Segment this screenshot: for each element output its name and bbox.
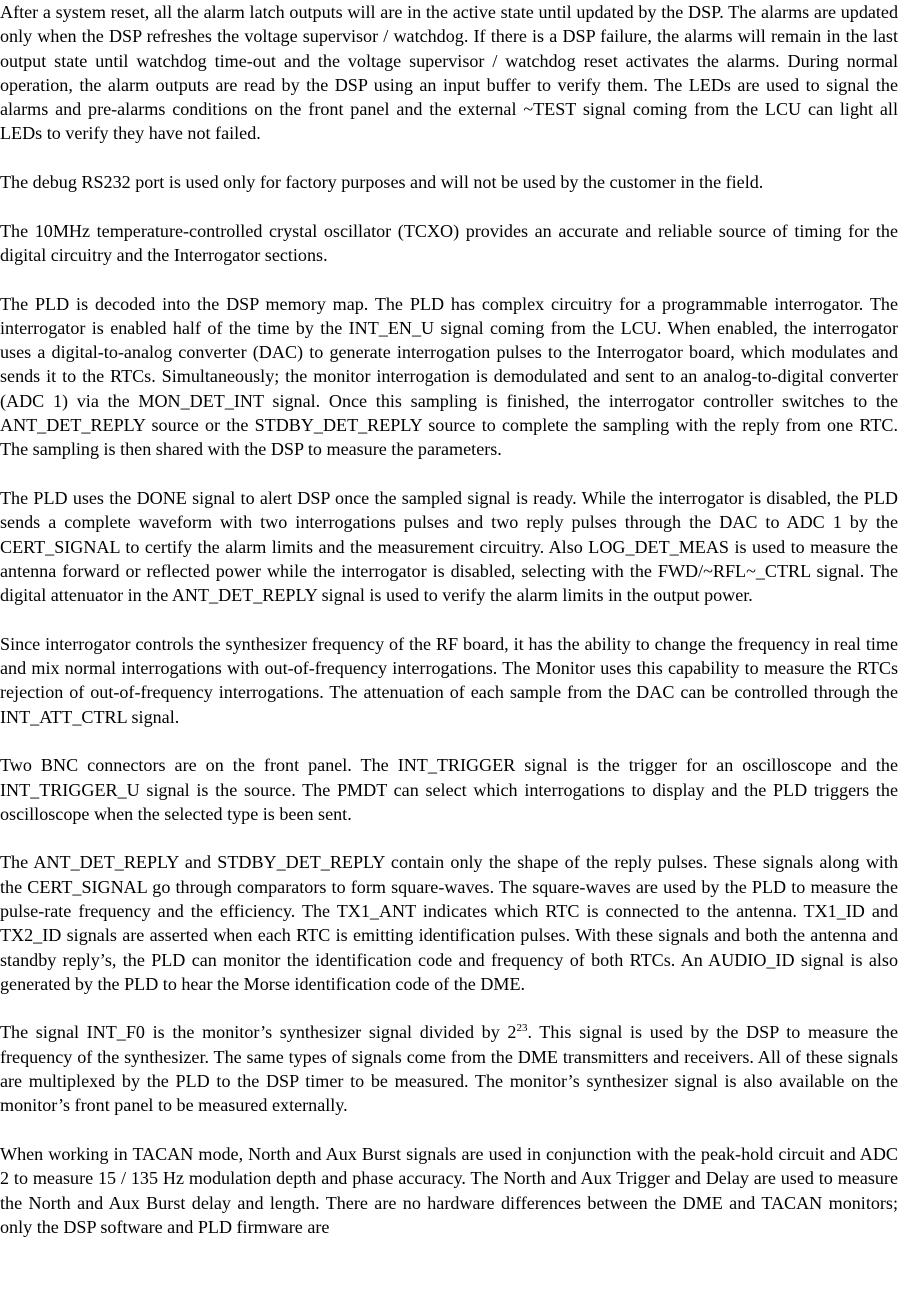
paragraph-pld-interrogator: The PLD is decoded into the DSP memory map. The PLD has complex circuitry for a programmable interrogator. The interrogator is enabled half of the time by the INT_EN_U signal coming from the LCU. When enabled, the interrogator uses a digital-to-analog converter (DAC) to generate interrogation pulses to the Interrogator board, which modulates and sends it to the RTCs. Simultaneously; the monitor interrogation is demodulated and sent to an analog-to-digital converter (ADC 1) via the MON_DET_INT signal. Once this sampling is finished, the interrogator controller switches to the ANT_DET_REPLY source or the STDBY_DET_REPLY source to complete the sampling with the reply from one RTC. The sampling is then shared with the DSP to measure the parameters. [0, 293, 898, 460]
paragraph-tcxo-oscillator: The 10MHz temperature-controlled crystal oscillator (TCXO) provides an accurate and reliable source of timing for the digital circuitry and the Interrogator sections. [0, 220, 898, 265]
paragraph-reply-pulses: The ANT_DET_REPLY and STDBY_DET_REPLY contain only the shape of the reply pulses. These signals along with the CERT_SIGNAL go through comparators to form square-waves. The square-waves are used by the PLD to measure the pulse-rate frequency and the efficiency. The TX1_ANT indicates which RTC is connected to the antenna. TX1_ID and TX2_ID signals are asserted when each RTC is emitting identification pulses. With these signals and both the antenna and standby reply’s, the PLD can monitor the identification code and frequency of both RTCs. An AUDIO_ID signal is also generated by the PLD to hear the Morse identification code of the DME. [0, 852, 898, 994]
paragraph-done-signal: The PLD uses the DONE signal to alert DSP once the sampled signal is ready. While the interrogator is disabled, the PLD sends a complete waveform with two interrogations pulses and two reply pulses through the DAC to ADC 1 by the CERT_SIGNAL to certify the alarm limits and the measurement circuitry. Also LOG_DET_MEAS is used to measure the antenna forward or reflected power while the interrogator is disabled, selecting with the FWD/~RFL~_CTRL signal. The digital attenuator in the ANT_DET_REPLY signal is used to verify the alarm limits in the output power. [0, 487, 898, 606]
paragraph-debug-rs232-port: The debug RS232 port is used only for factory purposes and will not be used by the customer in the field. [0, 172, 764, 193]
paragraph-bnc-connectors: Two BNC connectors are on the front panel. The INT_TRIGGER signal is the trigger for an oscilloscope and the INT_TRIGGER_U signal is the source. The PMDT can select which interrogations to display and the PLD triggers the oscilloscope when the selected type is been sent. [0, 755, 898, 824]
paragraph-alarm-latch-outputs: After a system reset, all the alarm latch outputs will are in the active state until updated by the DSP. The alarms are updated only when the DSP refreshes the voltage supervisor / watchdog. If there is a DSP failure, the alarms will remain in the last output state until watchdog time-out and the voltage supervisor / watchdog reset activates the alarms. During normal operation, the alarm outputs are read by the DSP using an input buffer to verify them. The LEDs are used to signal the alarms and pre-alarms conditions on the front panel and the external ~TEST signal coming from the LCU can light all LEDs to verify they have not failed. [0, 2, 898, 144]
paragraph-int-f0-signal [0, 1020, 898, 1117]
int-f0-text-after: . This signal is used by the DSP to measure the frequency of the synthesizer. The same types of signals come from the DME transmitters and receivers. All of these signals are multiplexed by the PLD to the DSP timer to be measured. The monitor’s synthesizer signal is also available on the monitor’s front panel to be measured externally. [0, 1022, 899, 1116]
paragraph-tacan-mode: When working in TACAN mode, North and Aux Burst signals are used in conjunction with the peak-hold circuit and ADC 2 to measure 15 / 135 Hz modulation depth and phase accuracy. The North and Aux Trigger and Delay are used to measure the North and Aux Burst delay and length. There are no hardware differences between the DME and TACAN monitors; only the DSP software and PLD firmware are [0, 1143, 898, 1237]
paragraph-synthesizer-frequency: Since interrogator controls the synthesizer frequency of the RF board, it has the ability to change the frequency in real time and mix normal interrogations with out-of-frequency interrogations. The Monitor uses this capability to measure the RTCs rejection of out-of-frequency interrogations. The attenuation of each sample from the DAC can be controlled through the INT_ATT_CTRL signal. [0, 633, 898, 727]
power-exponent: 23 [516, 1022, 528, 1035]
int-f0-text-before: The signal INT_F0 is the monitor’s synthesizer signal divided by 2 [0, 1022, 517, 1043]
